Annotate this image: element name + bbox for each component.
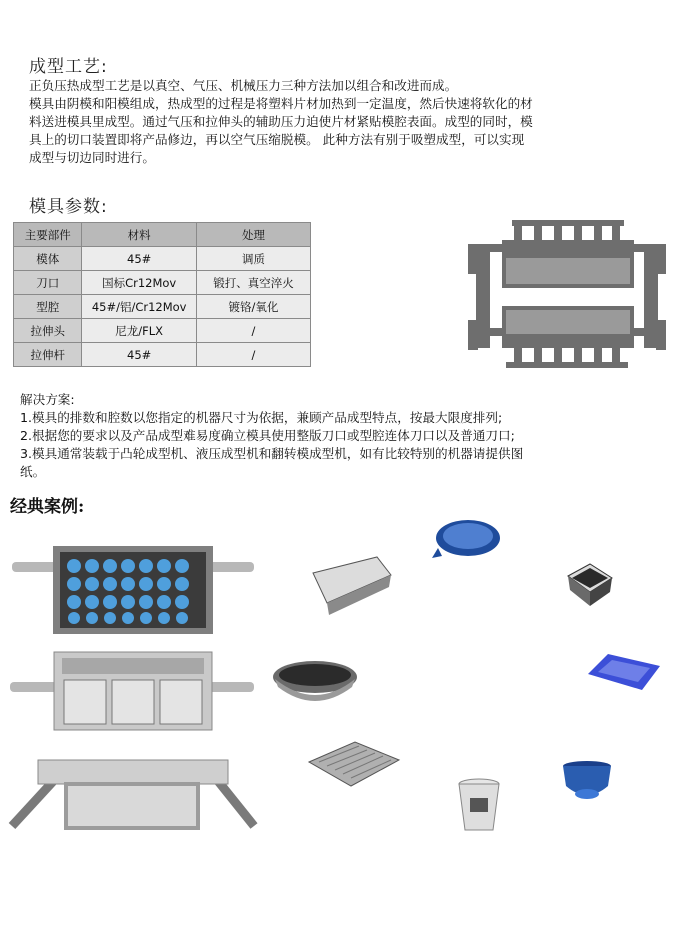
- table-row: [14, 271, 311, 295]
- table-header-row: [14, 223, 311, 247]
- process-line: 具上的切口装置即将产品修边，再以空气压缩脱模。 此种方法有别于吸塑成型，可以实现: [29, 132, 525, 147]
- cell-part: 拉伸头: [14, 319, 82, 343]
- cell-part: 型腔: [14, 295, 82, 319]
- white-cup-image: [456, 778, 502, 834]
- cases-title: 经典案例:: [10, 497, 85, 517]
- cell-part: 刀口: [14, 271, 82, 295]
- process-line: 模具由阴模和阳模组成，热成型的过程是将塑料片材加热到一定温度，然后快速将软化的材: [29, 96, 533, 111]
- mold-multi-cavity-plate-image: [8, 756, 258, 836]
- mold-blue-cavities-image: [8, 540, 258, 640]
- black-cup-image: [560, 560, 616, 608]
- cell-material: 45#: [82, 247, 197, 271]
- process-line: 正负压热成型工艺是以真空、气压、机械压力三种方法加以组合和改进而成。: [29, 78, 458, 93]
- params-table: [13, 222, 311, 367]
- cell-material: 国标Cr12Mov: [82, 271, 197, 295]
- mold-three-cavities-image: [8, 648, 258, 738]
- solution-text: [20, 391, 640, 481]
- mesh-tray-image: [305, 740, 401, 790]
- cell-material: 45#: [82, 343, 197, 367]
- solution-line: 1.模具的排数和腔数以您指定的机器尺寸为依据，兼顾产品成型特点，按最大限度排列;: [20, 410, 503, 425]
- process-line: 成型与切边同时进行。: [29, 150, 155, 165]
- cell-material: 尼龙/FLX: [82, 319, 197, 343]
- mold-structure-diagram: [462, 218, 672, 370]
- process-text: [29, 77, 649, 167]
- oval-container-image: [270, 657, 360, 703]
- blue-bowl-image: [560, 760, 614, 804]
- table-row: [14, 319, 311, 343]
- solution-line: 纸。: [20, 464, 46, 479]
- cell-part: 模体: [14, 247, 82, 271]
- blue-container-image: [584, 650, 664, 696]
- process-title: 成型工艺:: [29, 57, 108, 77]
- cell-material: 45#/铝/Cr12Mov: [82, 295, 197, 319]
- cell-treatment: 调质: [196, 247, 310, 271]
- table-row: [14, 343, 311, 367]
- table-row: [14, 295, 311, 319]
- cell-treatment: 锻打、真空淬火: [196, 271, 310, 295]
- solution-title: 解决方案:: [20, 392, 75, 407]
- header-treatment: 处理: [196, 223, 310, 247]
- cell-treatment: 镀铬/氧化: [196, 295, 310, 319]
- solution-line: 3.模具通常装载于凸轮成型机、液压成型机和翻转模成型机，如有比较特别的机器请提供图: [20, 446, 524, 461]
- header-material: 材料: [82, 223, 197, 247]
- process-line: 料送进模具里成型。通过气压和拉伸头的辅助压力迫使片材紧贴模腔表面。成型的同时，模: [29, 114, 533, 129]
- params-title: 模具参数:: [29, 197, 108, 217]
- plastic-tray-image: [307, 555, 393, 617]
- cell-part: 拉伸杆: [14, 343, 82, 367]
- solution-line: 2.根据您的要求以及产品成型难易度确立模具使用整版刀口或型腔连体刀口以及普通刀口;: [20, 428, 515, 443]
- table-row: [14, 247, 311, 271]
- cell-treatment: /: [196, 319, 310, 343]
- header-part: 主要部件: [14, 223, 82, 247]
- blue-lid-image: [430, 518, 504, 564]
- cell-treatment: /: [196, 343, 310, 367]
